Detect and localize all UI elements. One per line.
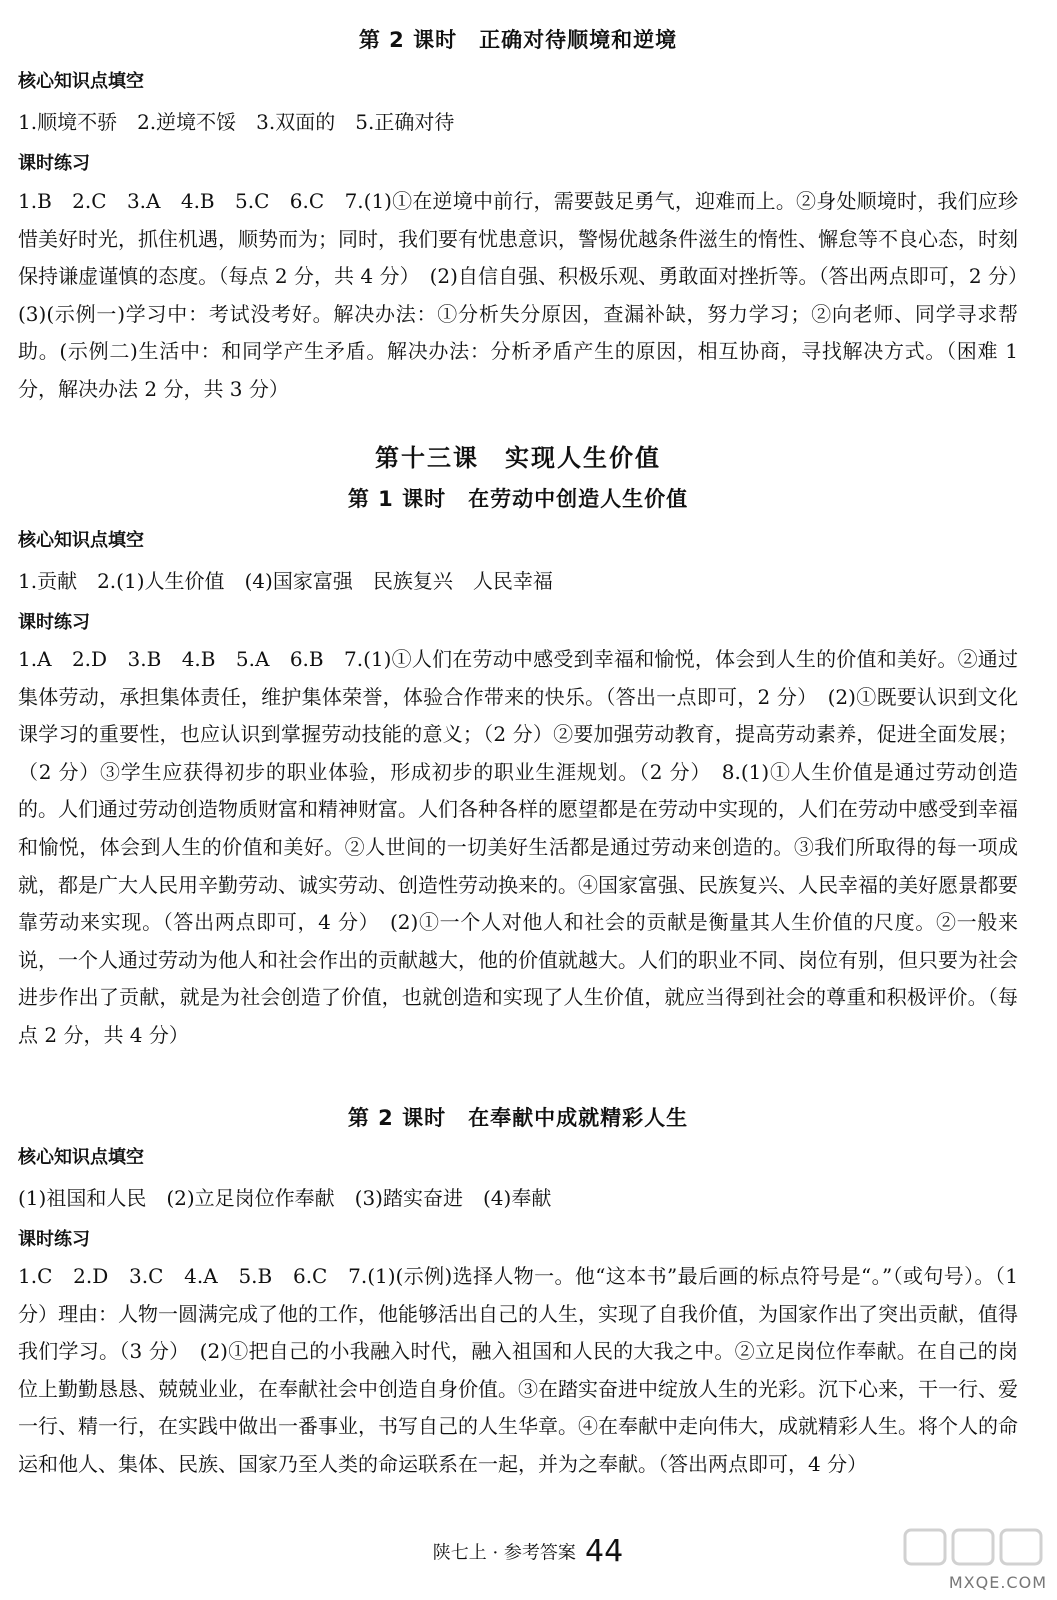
fill-blank-heading-1: 核心知识点填空	[18, 71, 144, 92]
practice-heading-1: 课时练习	[18, 153, 90, 174]
fill-blank-answers-2: 1.贡献 2.(1)人生价值 (4)国家富强 民族复兴 人民幸福	[18, 569, 553, 593]
fill-blank-heading-2: 核心知识点填空	[18, 530, 144, 551]
fill-blank-heading-3: 核心知识点填空	[18, 1147, 144, 1168]
footer-label: 陕七上 · 参考答案	[432, 1542, 576, 1564]
section-title-1: 第 2 课时 正确对待顺境和逆境	[358, 28, 678, 52]
fill-blank-answers-1: 1.顺境不骄 2.逆境不馁 3.双面的 5.正确对待	[18, 110, 455, 134]
page-footer	[18, 1534, 1038, 1569]
section-title-2: 第 1 课时 在劳动中创造人生价值	[347, 487, 689, 511]
lesson-title: 第十三课 实现人生价值	[375, 444, 661, 472]
practice-heading-3: 课时练习	[18, 1229, 90, 1250]
fill-blank-answers-3: (1)祖国和人民 (2)立足岗位作奉献 (3)踏实奋进 (4)奉献	[18, 1186, 552, 1210]
practice-answers-1: 1.B 2.C 3.A 4.B 5.C 6.C 7.(1)①在逆境中前行，需要鼓足勇气，迎难而上。②身处顺境时，我们应珍惜美好时光，抓住机遇，顺势而为；同时，我们要有忧患意识，警惕优越条件滋生的惰性、懈怠等不良心态，时刻保持谦虚谨慎的态度。（每点 2 分，共 4 分） (2)自信自强、积极乐观、勇敢面对挫折等。（答出两点即可，2 分） (3)(示例一)学习中：考试没考好。解决办法：①分析失分原因，查漏补缺，努力学习；②向老师、同学寻求帮助。(示例二)生活中：和同学产生矛盾。解决办法：分析矛盾产生的原因，相互协商，寻找解决方式。（困难 1 分，解决办法 2 分，共 3 分）	[18, 189, 1038, 401]
practice-answers-2: 1.A 2.D 3.B 4.B 5.A 6.B 7.(1)①人们在劳动中感受到幸福和愉悦，体会到人生的价值和美好。②通过集体劳动，承担集体责任，维护集体荣誉，体验合作带来的快乐。（答出一点即可，2 分） (2)①既要认识到文化课学习的重要性，也应认识到掌握劳动技能的意义；（2 分）②要加强劳动教育，提高劳动素养，促进全面发展；（2 分）③学生应获得初步的职业体验，形成初步的职业生涯规划。（2 分） 8.(1)①人生价值是通过劳动创造的。人们通过劳动创造物质财富和精神财富。人们各种各样的愿望都是在劳动中实现的，人们在劳动中感受到幸福和愉悦，体会到人生的价值和美好。②人世间的一切美好生活都是通过劳动来创造的。③我们所取得的每一项成就，都是广大人民用辛勤劳动、诚实劳动、创造性劳动换来的。④国家富强、民族复兴、人民幸福的美好愿景都要靠劳动来实现。（答出两点即可，4 分） (2)①一个人对他人和社会的贡献是衡量其人生价值的尺度。②一般来说，一个人通过劳动为他人和社会作出的贡献越大，他的价值就越大。人们的职业不同、岗位有别，但只要为社会进步作出了贡献，就是为社会创造了价值，也就创造和实现了人生价值，就应当得到社会的尊重和积极评价。（每点 2 分，共 4 分）	[18, 647, 1018, 1047]
practice-heading-2: 课时练习	[18, 612, 90, 633]
page-number: 44	[585, 1534, 624, 1569]
watermark-text: MXQE.COM	[948, 1573, 1047, 1592]
section-title-3: 第 2 课时 在奉献中成就精彩人生	[347, 1106, 689, 1130]
practice-answers-3: 1.C 2.D 3.C 4.A 5.B 6.C 7.(1)(示例)选择人物一。他“这本书”最后画的标点符号是“。”（或句号）。（1 分）理由：人物一圆满完成了他的工作，他能够活出自己的人生，实现了自我价值，为国家作出了突出贡献，值得我们学习。（3 分） (2)①把自己的小我融入时代，融入祖国和人民的大我之中。②立足岗位作奉献。在自己的岗位上勤勤恳恳、兢兢业业，在奉献社会中创造自身价值。③在踏实奋进中绽放人生的光彩。沉下心来，干一行、爱一行、精一行，在实践中做出一番事业，书写自己的人生华章。④在奉献中走向伟大，成就精彩人生。将个人的命运和他人、集体、民族、国家乃至人类的命运联系在一起，并为之奉献。（答出两点即可，4 分）	[18, 1264, 1018, 1476]
